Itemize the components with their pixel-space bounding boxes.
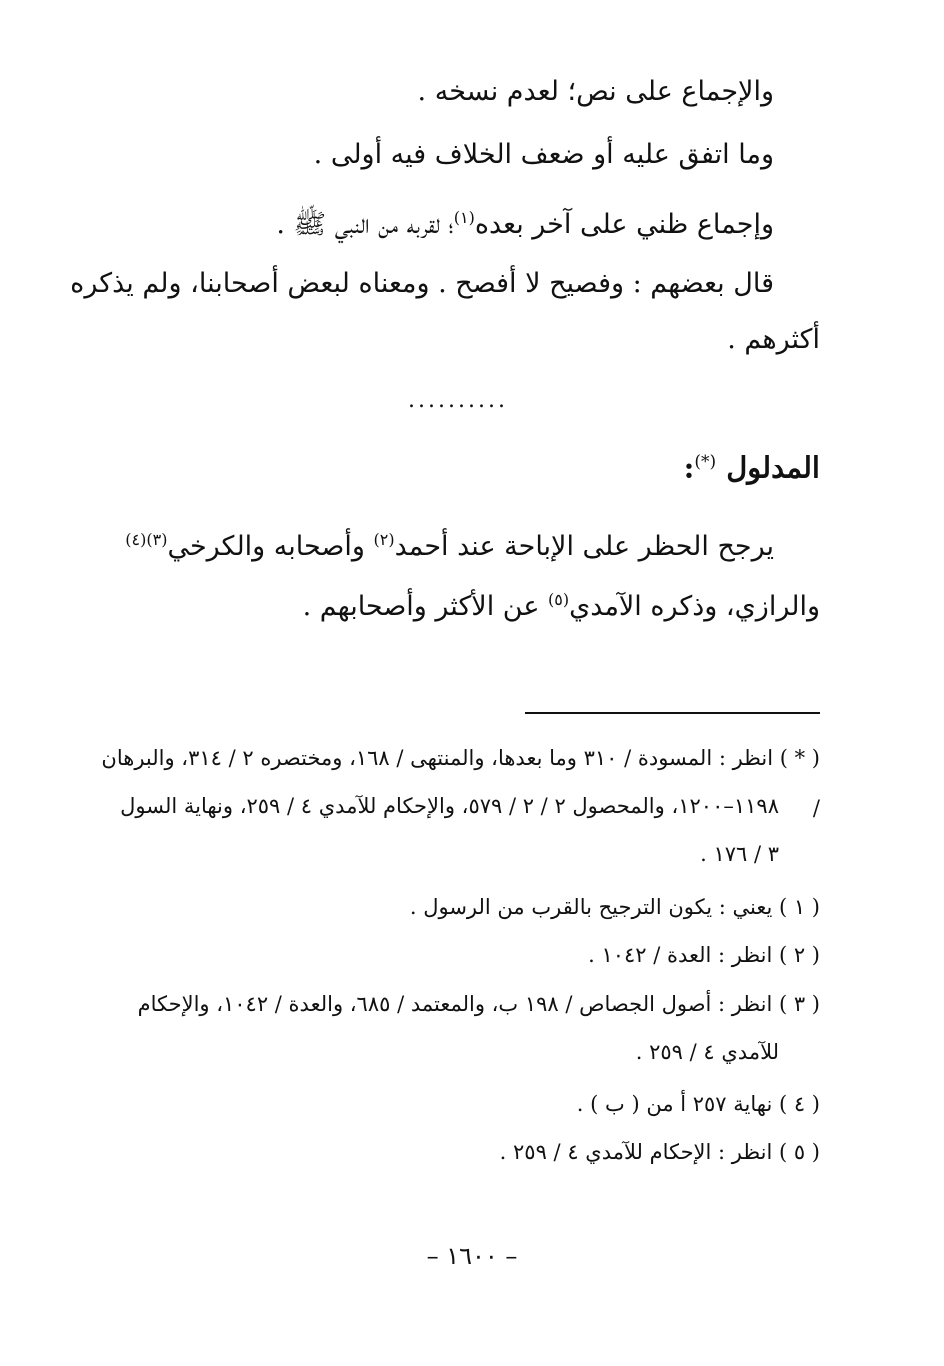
body-line-1: والإجماع على نص؛ لعدم نسخه .: [417, 76, 774, 107]
section-heading: المدلول (*):: [683, 450, 820, 485]
section-separator: ..........: [408, 388, 508, 413]
footnote-5: ( ٥ ) انظر : الإحكام للآمدي ٤ / ٢٥٩ .: [499, 1140, 820, 1164]
section-line-2: والرازي، وذكره الآمدي$^{(٥)}$ عن الأكثر وأصحابهم .: [302, 590, 820, 622]
footnote-separator-rule: [525, 712, 820, 714]
footnote-star-line-3: ٣ / ١٧٦ .: [700, 842, 779, 866]
body-line-4: قال بعضهم : وفصيح لا أفصح . ومعناه لبعض أصحابنا، ولم يذكره: [70, 268, 774, 299]
section-line-1: يرجح الحظر على الإباحة عند أحمد$^{(٢)}$ وأصحابه والكرخي$^{(٣)(٤)}$: [125, 530, 774, 562]
footnote-ref-2: (٢): [373, 530, 395, 549]
footnote-ref-3: (٣): [146, 530, 168, 549]
footnote-star-line-1: ( * ) انظر : المسودة / ٣١٠ وما بعدها، والمنتهى / ١٦٨، ومختصره ٢ / ٣١٤، والبرهان /: [101, 746, 820, 820]
body-line-2: وما اتفق عليه أو ضعف الخلاف فيه أولى .: [313, 139, 774, 170]
body-line-3: وإجماع ظني على آخر بعده$^{(١)}$؛ لقربه من النبي ﷺ .: [276, 208, 774, 240]
footnote-ref-5: (٥): [548, 590, 570, 609]
heading-footnote-mark: (*): [694, 452, 717, 472]
footnote-3-line-1: ( ٣ ) انظر : أصول الجصاص / ١٩٨ ب، والمعتمد / ٦٨٥، والعدة / ١٠٤٢، والإحكام: [137, 992, 820, 1016]
footnote-4: ( ٤ ) نهاية ٢٥٧ أ من ( ب ) .: [576, 1092, 820, 1116]
footnote-2: ( ٢ ) انظر : العدة / ١٠٤٢ .: [588, 943, 820, 967]
footnote-ref-4: (٤): [125, 530, 147, 549]
footnote-3-line-2: للآمدي ٤ / ٢٥٩ .: [635, 1040, 779, 1064]
footnote-star-line-2: ١١٩٨–١٢٠٠، والمحصول ٢ / ٢ / ٥٧٩، والإحكام للآمدي ٤ / ٢٥٩، ونهاية السول: [120, 794, 779, 818]
footnote-ref-1: (١): [453, 208, 475, 227]
body-line-5: أكثرهم .: [727, 324, 820, 355]
footnote-1: ( ١ ) يعني : يكون الترجيح بالقرب من الرسول .: [409, 895, 820, 919]
page-number: – ١٦٠٠ –: [426, 1242, 518, 1270]
